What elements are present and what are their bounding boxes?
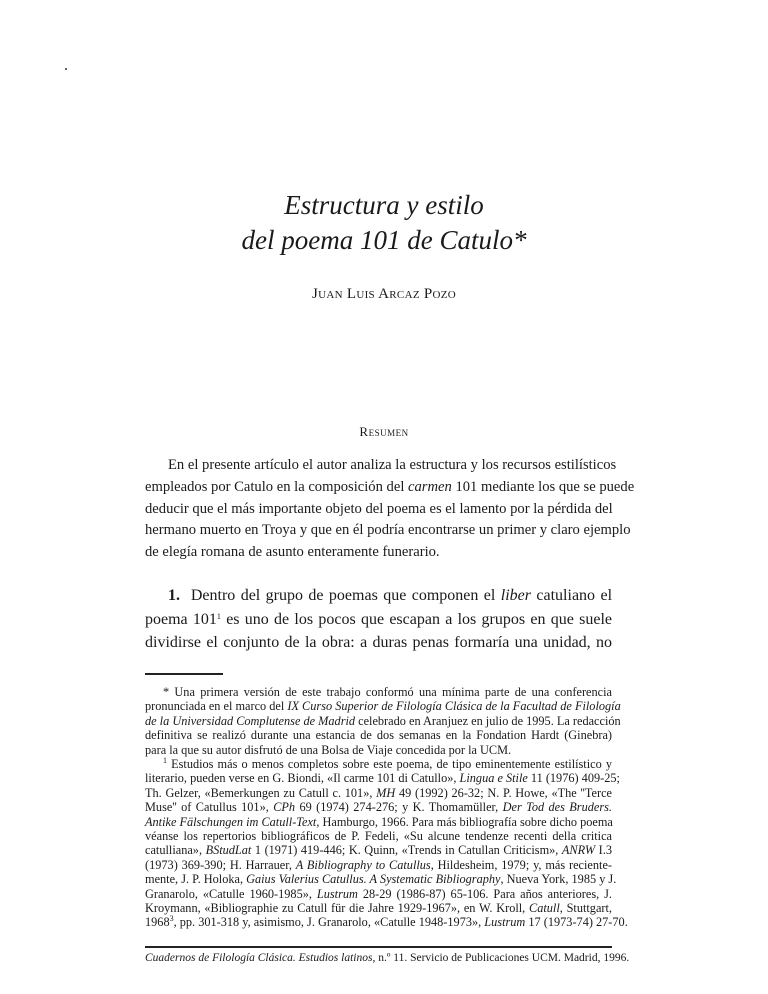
italic-text: Gaius Valerius Catullus. A Systematic Bibliography	[246, 872, 501, 887]
footnote-line	[145, 728, 612, 742]
footnote-line	[145, 858, 612, 872]
abstract-line	[145, 456, 617, 474]
section-number: 1.	[168, 587, 191, 604]
footnote-line	[145, 914, 628, 930]
footnote-ref: 1	[163, 756, 167, 765]
text-run: Muse'' of Catullus 101»,	[145, 800, 274, 815]
footnote-ref: 3	[169, 914, 174, 924]
text-run: En el presente artículo el autor analiza la estructura y los recursos estilísticos	[168, 457, 617, 473]
abstract-line	[145, 521, 631, 539]
text-run: , Hildesheim, 1979; y, más reciente-	[430, 857, 612, 872]
text-run: catulliana»,	[145, 843, 206, 858]
italic-text: liber	[500, 587, 531, 604]
text-run: empleados por Catulo en la composición del	[145, 478, 409, 495]
text-run: mente, J. P. Holoka,	[145, 872, 247, 887]
text-run: Granarolo, «Catulle 1960-1985»,	[145, 886, 317, 901]
text-run: Estudios más o menos completos sobre este poema, de tipo eminentemente estilístico y	[167, 757, 612, 771]
footer-rule	[145, 946, 612, 948]
text-run: literario, pueden verse en G. Biondi, «Il carme 101 di Catullo»,	[145, 771, 460, 786]
abstract-line	[145, 543, 612, 561]
text-run: , n.º 11. Servicio de Publicaciones UCM. Madrid, 1996.	[372, 952, 630, 964]
footnote-line	[145, 713, 621, 728]
author-name: Juan Luis Arcaz Pozo	[311, 286, 457, 302]
footnote-line	[145, 901, 612, 915]
text-run: , Stuttgart,	[559, 901, 612, 915]
italic-text: carmen	[408, 478, 452, 495]
italic-text: Antike Fälschungen im Catull-Text	[145, 814, 317, 829]
footnote-line	[145, 685, 612, 699]
article-title-line-1: Estructura y estilo	[284, 190, 484, 220]
text-run: , pp. 301-318 y, asimismo, J. Granarolo, «Catulle 1948-1973»,	[173, 915, 485, 930]
body-line	[145, 610, 612, 630]
text-run: 101 mediante los que se puede	[451, 478, 635, 495]
article-title-line-2: del poema 101 de Catulo*	[241, 225, 527, 255]
footnote-line	[145, 800, 612, 814]
text-run: I.3	[595, 843, 612, 858]
footnote-rule	[145, 673, 223, 675]
footnote-line	[145, 743, 612, 757]
italic-text: A Bibliography to Catullus	[295, 857, 431, 872]
footnote-line	[145, 699, 621, 714]
italic-text: Lustrum	[484, 915, 526, 930]
abstract-heading: Resumen	[359, 424, 409, 439]
footnote-ref: 1	[216, 611, 221, 621]
body-line	[145, 586, 612, 606]
footnote-line	[145, 786, 612, 800]
footnote-line	[145, 815, 612, 829]
text-run: hermano muerto en Troya y que en él podría encontrarse un primer y claro ejemplo	[145, 522, 631, 539]
abstract-line	[145, 500, 612, 518]
text-run: dividirse el conjunto de la obra: a duras penas formaría una unidad, no	[145, 634, 612, 651]
text-run: 1 (1971) 419-446; K. Quinn, «Trends in Catullan Criticism»,	[251, 843, 562, 858]
italic-text: CPh	[273, 800, 296, 815]
footnote-line	[145, 771, 620, 786]
italic-text: IX Curso Superior de Filología Clásica de la Facultad de Filología	[287, 699, 621, 714]
text-run: es uno de los pocos que escapan a los grupos en que suele	[220, 610, 612, 628]
text-run: 17 (1973-74) 27-70.	[525, 915, 628, 930]
scan-speck	[65, 68, 67, 70]
italic-text: Cuadernos de Filología Clásica. Estudios latinos	[145, 952, 373, 964]
italic-text: Lingua e Stile	[459, 771, 528, 786]
text-run: (1973) 369-390; H. Harrauer,	[145, 857, 296, 872]
footnote-line	[145, 872, 617, 887]
footnote-line	[145, 887, 612, 901]
text-run: catuliano el	[530, 587, 613, 604]
text-run: pronunciada en el marco del	[145, 699, 288, 714]
body-line	[145, 633, 612, 653]
text-run: poema 101	[145, 610, 217, 628]
italic-text: ANRW	[561, 843, 596, 858]
text-run: Th. Gelzer, «Bemerkungen zu Catull c. 101»,	[145, 785, 377, 800]
text-run: 28-29 (1986-87) 65-106. Para años anteriores, J.	[357, 886, 612, 901]
text-run: véanse los repertorios bibliográficos de P. Fedeli, «Su alcune tendenze recenti della critica	[145, 829, 612, 843]
italic-text: MH	[376, 785, 396, 800]
text-run: Dentro del grupo de poemas que componen el	[190, 587, 501, 604]
journal-footer	[145, 952, 630, 964]
text-run: de elegía romana de asunto enteramente funerario.	[145, 544, 440, 561]
text-run: * Una primera versión de este trabajo conformó una mínima parte de una conferencia	[163, 685, 612, 699]
italic-text: Lustrum	[316, 886, 358, 901]
text-run: definitiva se realizó durante una estancia de dos semanas en la Fondation Hardt (Ginebra)	[145, 728, 612, 743]
text-run: Kroymann, «Bibliographie zu Catull für die Jahre 1929-1967», en W. Kroll,	[145, 901, 529, 915]
abstract-line	[145, 478, 635, 496]
italic-text: Der Tod des Bruders.	[502, 800, 612, 815]
text-run: deducir que el más importante objeto del poema es el lamento por la pérdida del	[145, 500, 613, 517]
text-run: 69 (1974) 274-276; y K. Thomamüller,	[295, 800, 503, 815]
footnote-line	[145, 829, 612, 843]
text-run: para la que su autor disfrutó de una Bolsa de Viaje concedida por la UCM.	[145, 742, 512, 757]
text-run: 49 (1992) 26-32; N. P. Howe, «The ''Terce	[395, 785, 613, 800]
italic-text: de la Universidad Complutense de Madrid	[145, 713, 356, 728]
footnote-line	[145, 757, 612, 771]
italic-text: BStudLat	[205, 843, 252, 858]
text-run: , Hamburgo, 1966. Para más bibliografía sobre dicho poema	[316, 814, 613, 829]
text-run: 11 (1976) 409-25;	[527, 771, 620, 786]
footnote-line	[145, 843, 612, 857]
text-run: celebrado en Aranjuez en julio de 1995. La redacción	[355, 713, 621, 728]
text-run: 1968	[145, 915, 170, 930]
italic-text: Catull	[529, 901, 560, 915]
text-run: , Nueva York, 1985 y J.	[500, 872, 617, 887]
